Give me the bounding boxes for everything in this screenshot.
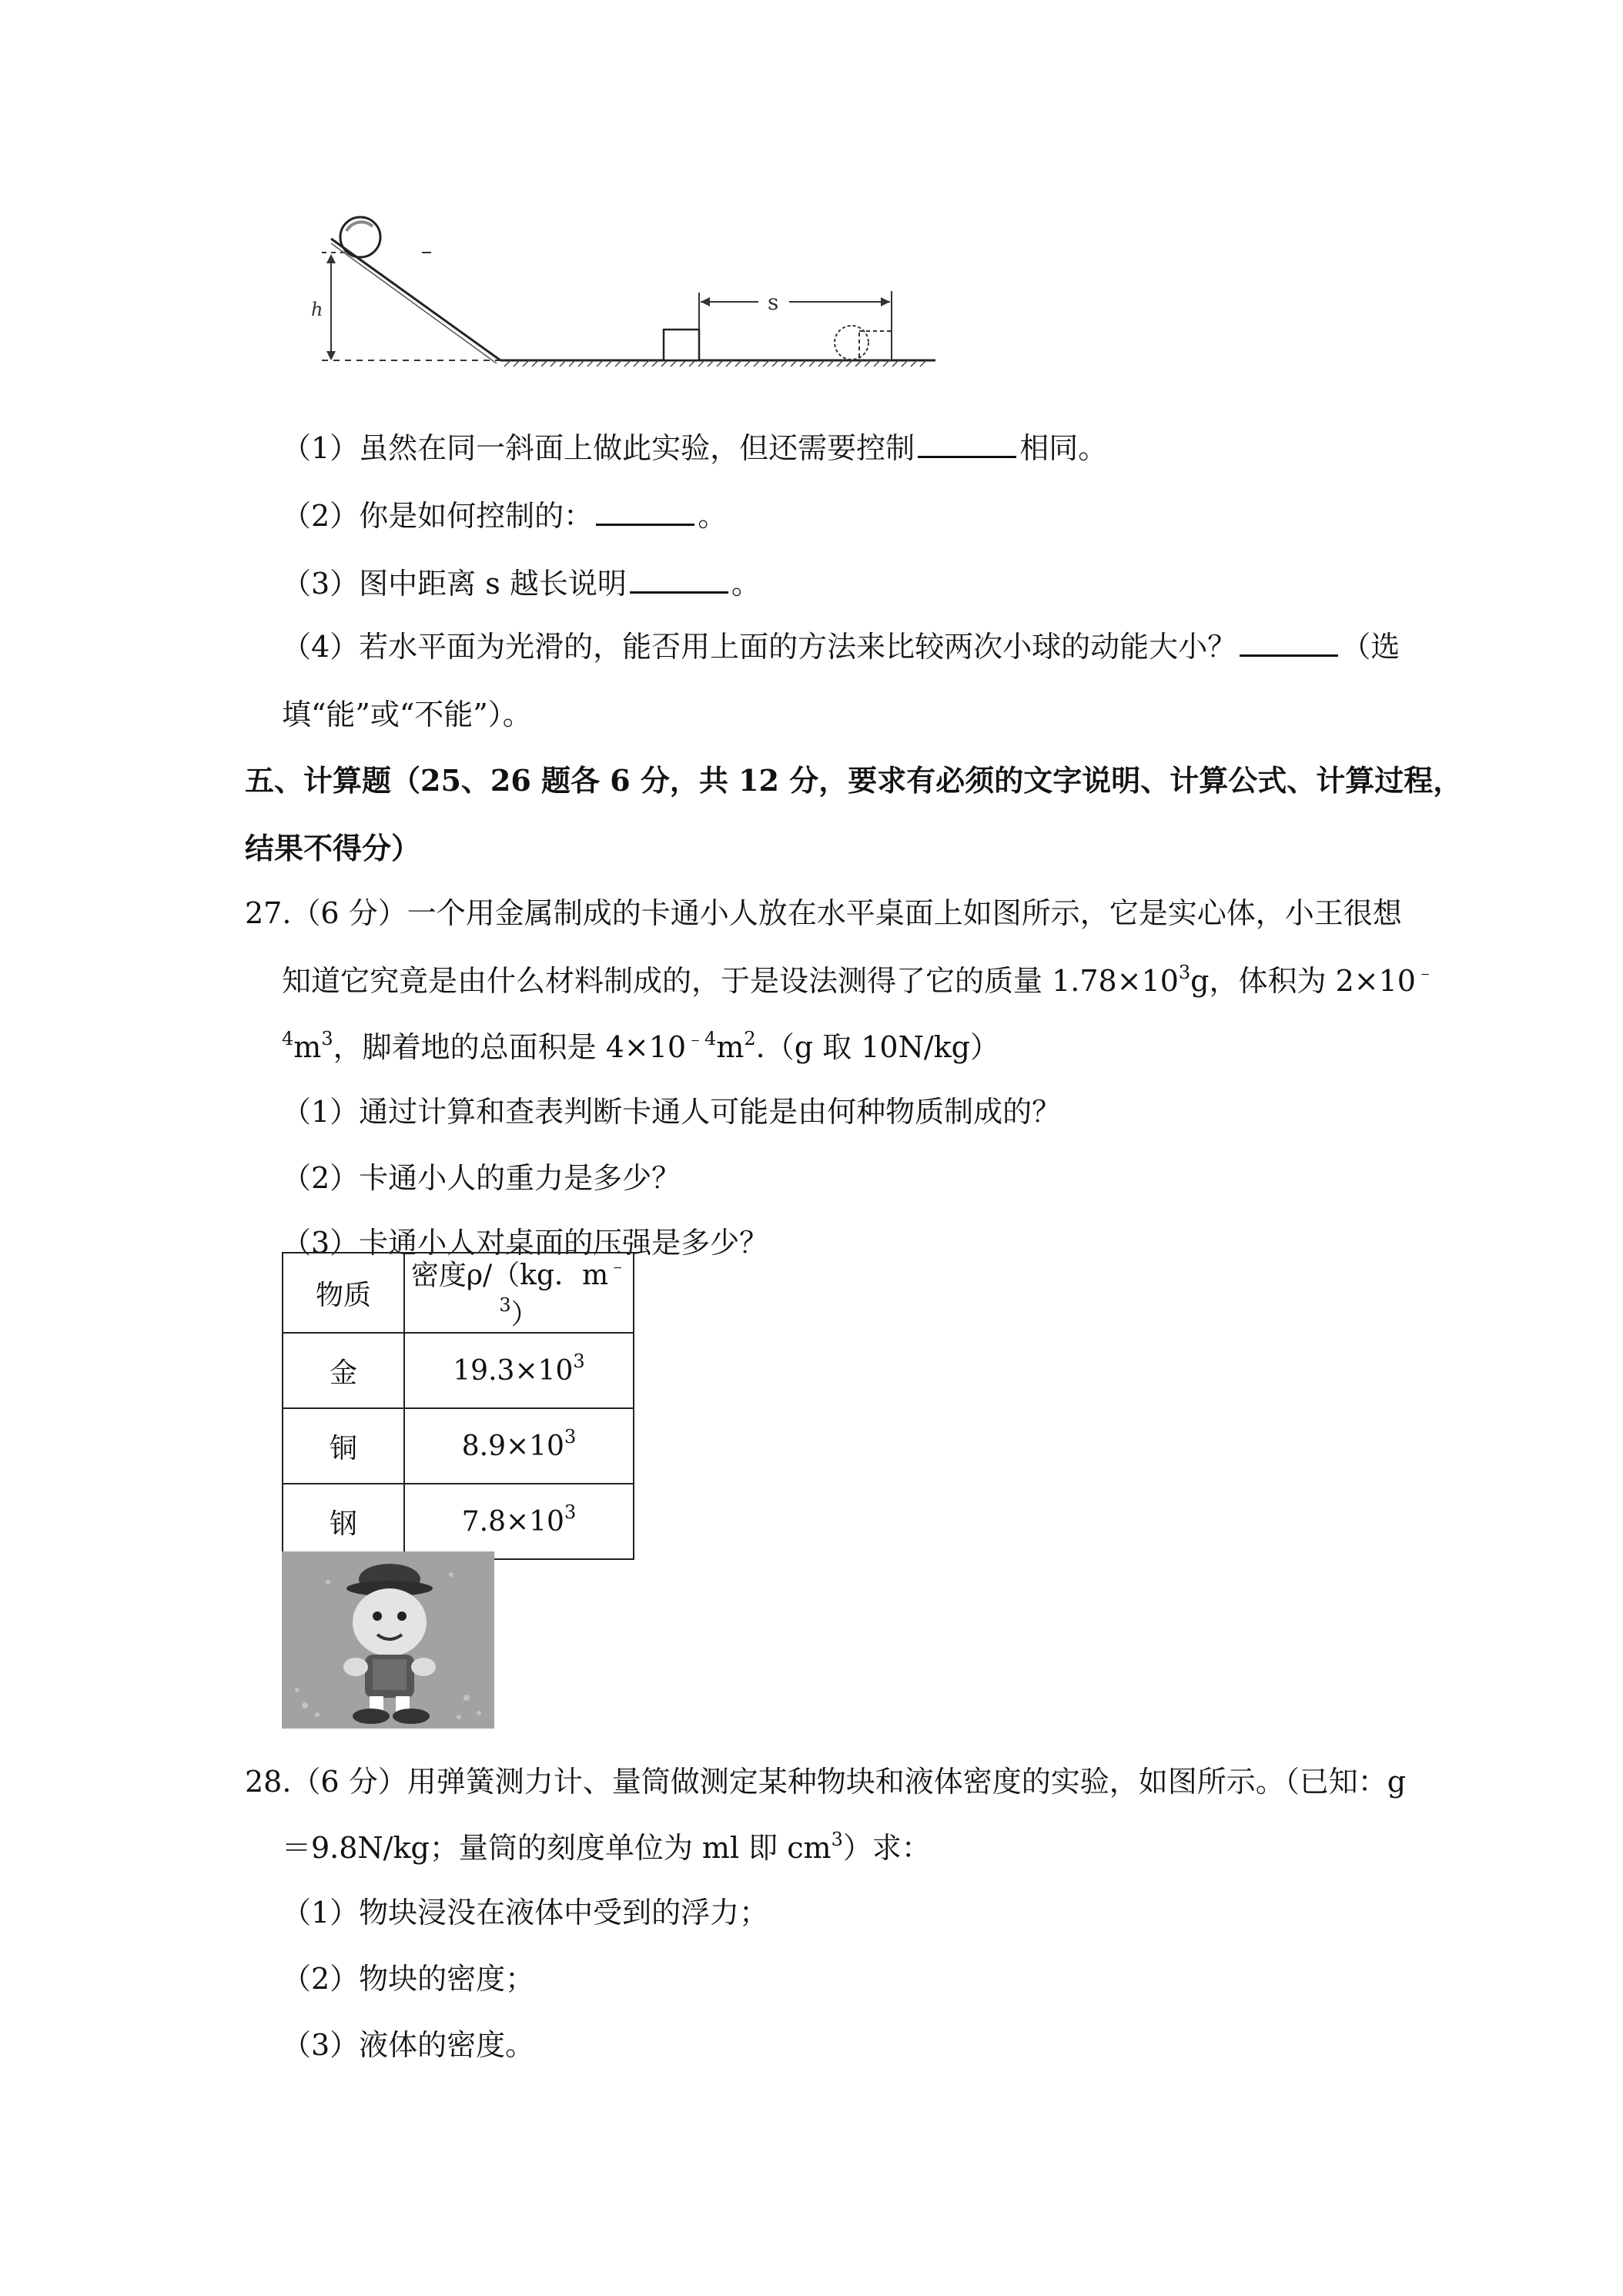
q28-line2: ＝9.8N/kg；量筒的刻度单位为 ml 即 $cm^3$）求： (282, 1829, 931, 1865)
substance-cell: 金 (283, 1333, 404, 1408)
q27-sub2: （2）卡通小人的重力是多少？ (282, 1161, 681, 1195)
table-row (283, 1484, 634, 1559)
answer-blank[interactable] (918, 433, 1016, 458)
q27-line1: 27.（6 分）一个用金属制成的卡通小人放在水平桌面上如图所示，它是实心体，小王很想 (245, 896, 1402, 930)
q28-sub2: （2）物块的密度； (282, 1962, 535, 1996)
q27-line3: $^4m^3$，脚着地的总面积是 $4\times 10^{﹣4}m^2.(g$ 取 10N/kg） (282, 1028, 999, 1064)
cartoon-figure-photo (282, 1551, 494, 1729)
density-cell: $19.3\times 10^3$ (404, 1333, 634, 1408)
q26-item-2: （2）你是如何控制的： 。 (282, 499, 728, 533)
height-label: h (311, 299, 323, 320)
substance-cell: 钢 (283, 1484, 404, 1559)
incline-surface (331, 239, 500, 360)
section-heading-line2: 结果不得分） (245, 831, 421, 865)
q27-sub1: （1）通过计算和查表判断卡通人可能是由何种物质制成的？ (282, 1095, 1062, 1129)
q28-sub1: （1）物块浸没在液体中受到的浮力； (282, 1896, 769, 1930)
wood-block-start (664, 330, 699, 360)
answer-blank[interactable] (630, 568, 728, 594)
q26-item-4-cont: 填“能”或“不能”）。 (282, 698, 532, 731)
section-heading-line1: 五、计算题（25、26 题各 6 分，共 12 分，要求有必须的文字说明、计算公式、计算过程， (245, 763, 1463, 798)
density-cell: $7.8\times 10^3$ (404, 1484, 634, 1559)
density-table (282, 1252, 634, 1560)
answer-blank[interactable] (1240, 631, 1338, 657)
table-header-row (283, 1253, 634, 1333)
q26-item-3: （3）图中距离 s 越长说明 。 (282, 567, 761, 601)
incline-ball-figure (308, 216, 955, 393)
ball-end (835, 326, 868, 360)
header-density: 密度ρ/（kg．$m^{﹣3}$） (404, 1253, 634, 1333)
density-cell: $8.9\times 10^3$ (404, 1408, 634, 1484)
q27-sub3: （3）卡通小人对桌面的压强是多少？ (282, 1226, 769, 1260)
table-row (283, 1408, 634, 1484)
table-row (283, 1333, 634, 1408)
answer-blank[interactable] (596, 500, 694, 526)
q28-sub3: （3）液体的密度。 (282, 2028, 535, 2062)
distance-label: s (768, 290, 779, 315)
q28-line1: 28.（6 分）用弹簧测力计、量筒做测定某种物块和液体密度的实验，如图所示。（已知：g (245, 1765, 1407, 1799)
q27-line2: 知道它究竟是由什么材料制成的，于是设法测得了它的质量 $1.78\times 10^3g$，体积为 2×10﹣ (282, 962, 1434, 998)
header-substance: 物质 (283, 1253, 404, 1333)
q26-item-4: （4）若水平面为光滑的，能否用上面的方法来比较两次小球的动能大小？ （选 (282, 630, 1400, 664)
substance-cell: 铜 (283, 1408, 404, 1484)
q26-item-1: （1）虽然在同一斜面上做此实验，但还需要控制 相同。 (282, 431, 1108, 465)
